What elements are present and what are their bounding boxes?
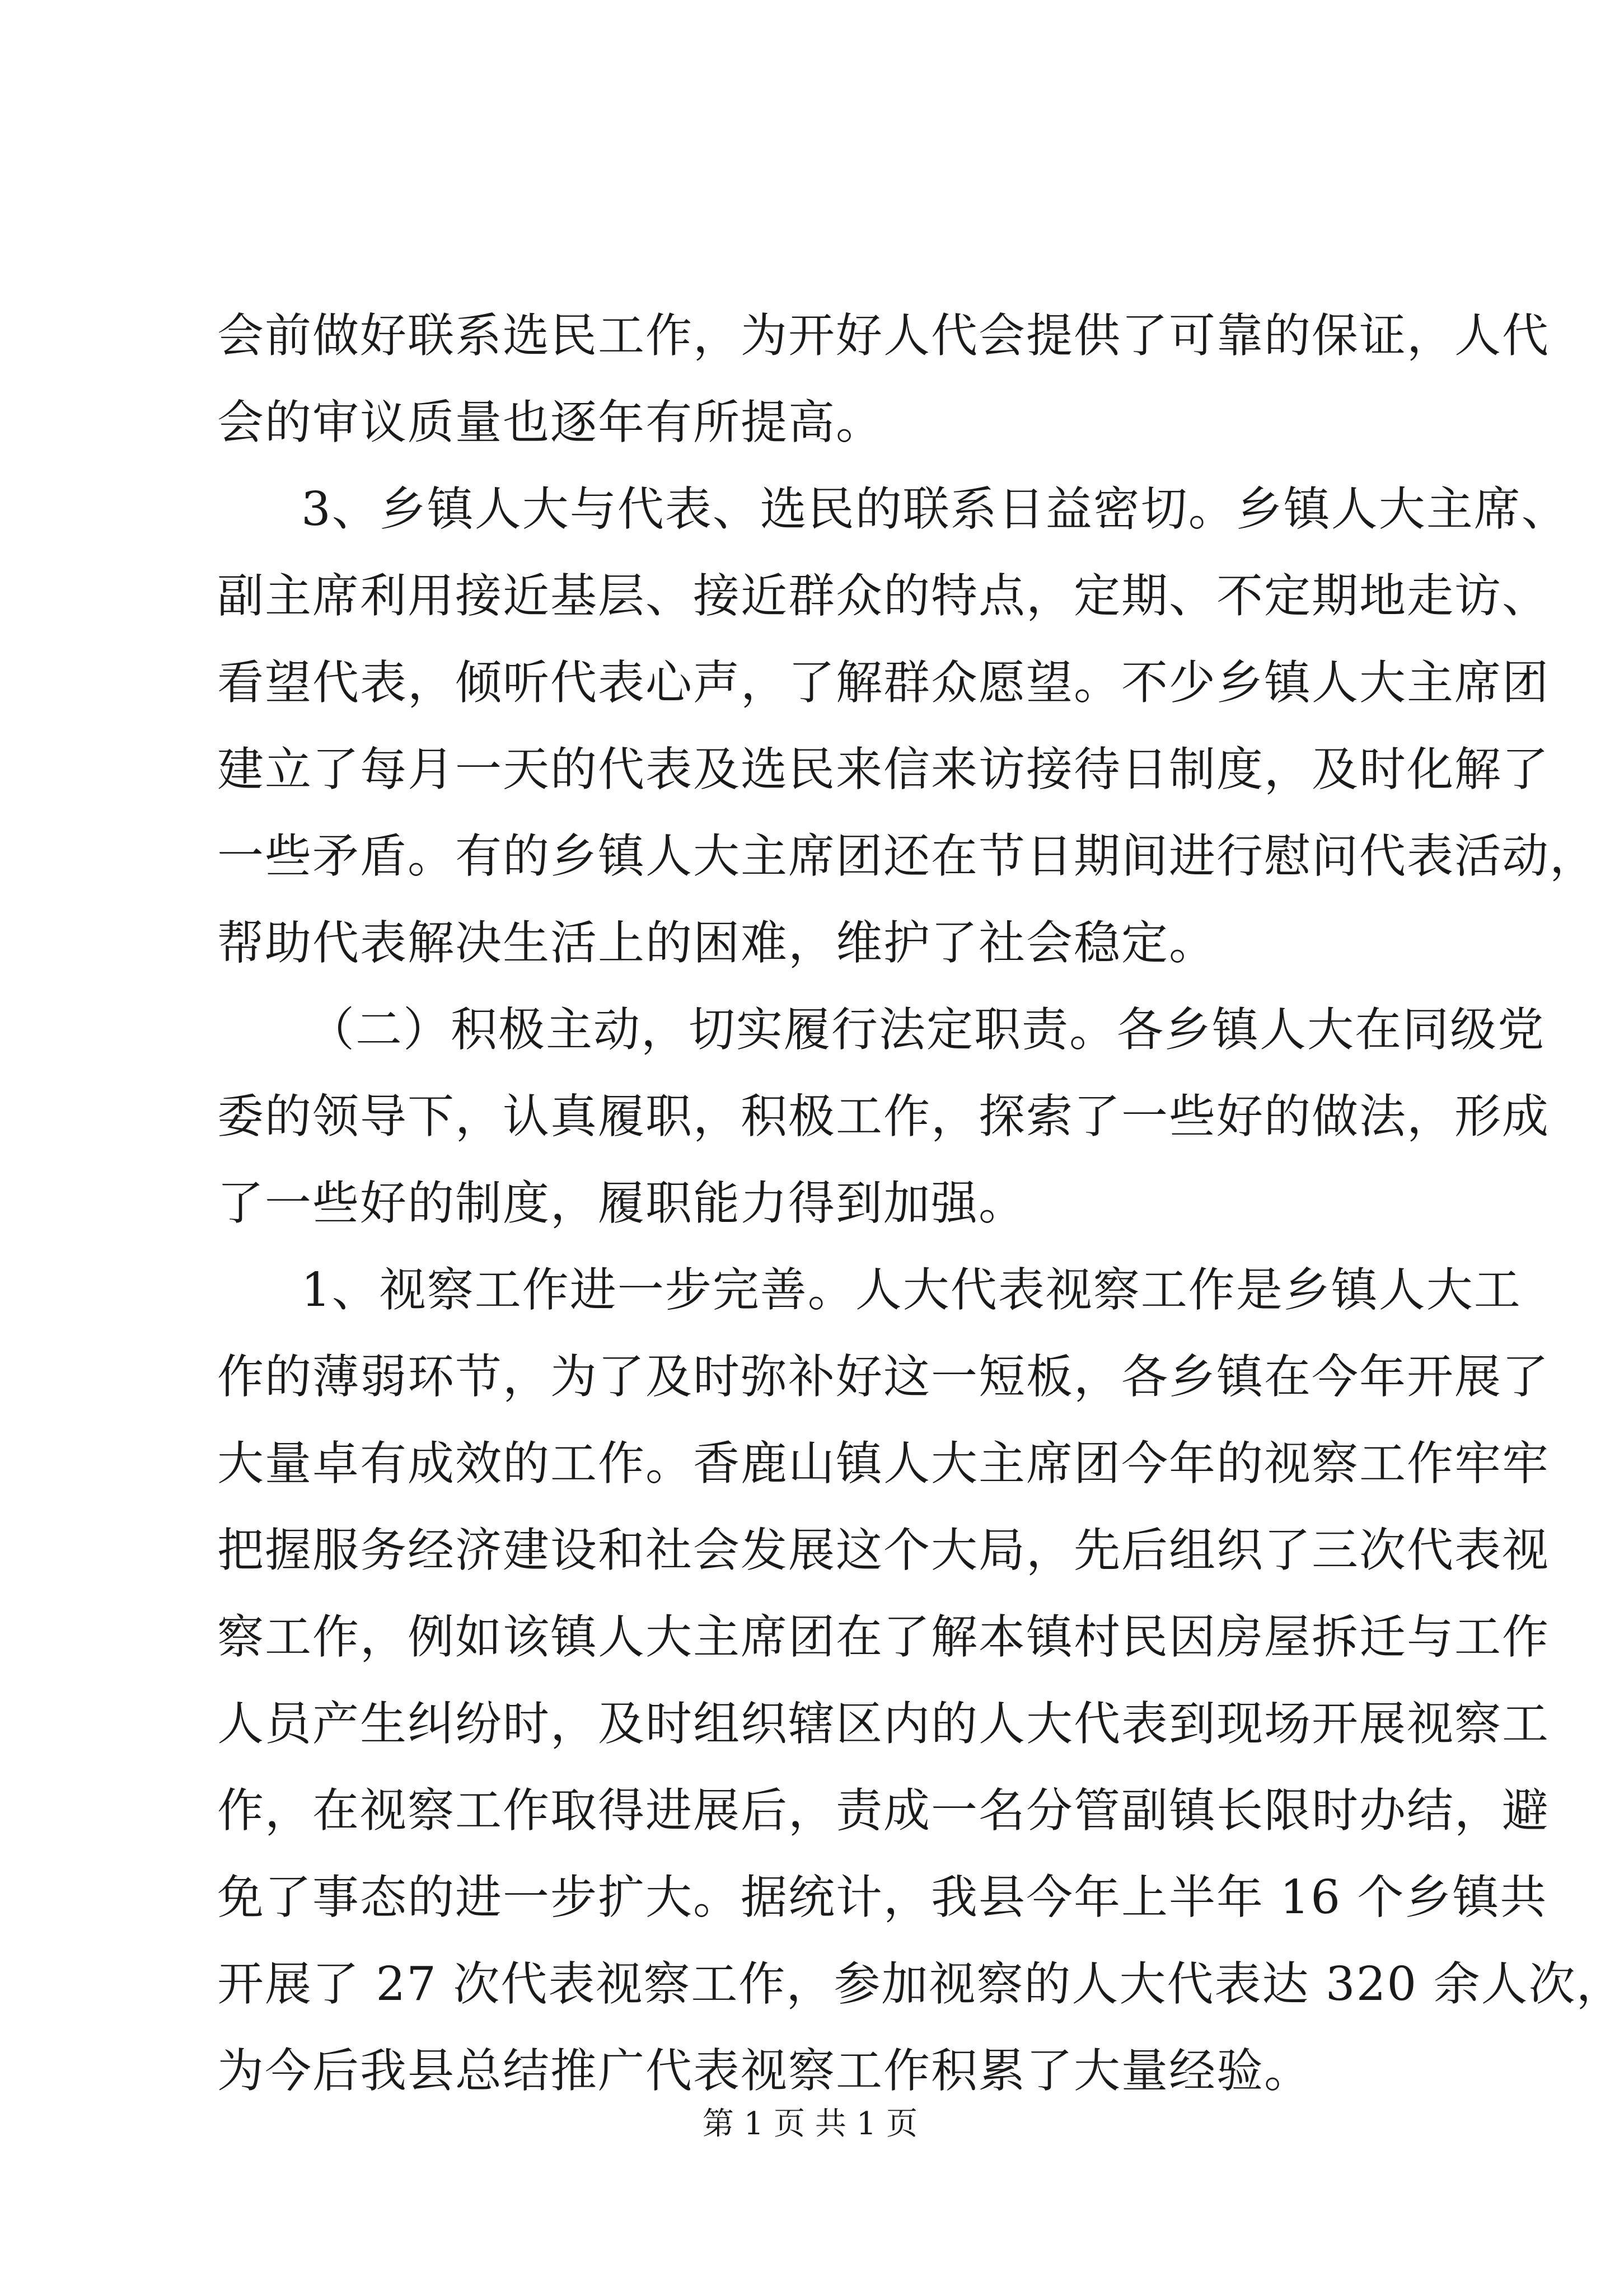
text-line: 帮助代表解决生活上的困难，维护了社会稳定。: [217, 916, 1216, 970]
text-line: 把握服务经济建设和社会发展这个大局，先后组织了三次代表视: [217, 1523, 1550, 1577]
text-line: 免了事态的进一步扩大。据统计，我县今年上半年 16 个乡镇共: [217, 1870, 1548, 1924]
text-line: 看望代表，倾听代表心声，了解群众愿望。不少乡镇人大主席团: [217, 655, 1550, 710]
paragraph-start-line: （二）积极主动，切实履行法定职责。各乡镇人大在同级党: [308, 1002, 1545, 1057]
text-line: 建立了每月一天的代表及选民来信来访接待日制度，及时化解了: [217, 742, 1550, 797]
text-line: 一些矛盾。有的乡镇人大主席团还在节日期间进行慰问代表活动，: [217, 829, 1597, 883]
paragraph-start-line: 3、乡镇人大与代表、选民的联系日益密切。乡镇人大主席、: [301, 482, 1569, 536]
text-line: 开展了 27 次代表视察工作，参加视察的人大代表达 320 余人次，: [217, 1957, 1624, 2011]
page-number-footer: 第 1 页 共 1 页: [702, 2106, 918, 2142]
text-line: 察工作，例如该镇人大主席团在了解本镇村民因房屋拆迁与工作: [217, 1610, 1550, 1664]
text-line: 作，在视察工作取得进展后，责成一名分管副镇长限时办结，避: [217, 1783, 1550, 1838]
text-line: 为今后我县总结推广代表视察工作积累了大量经验。: [217, 2044, 1312, 2098]
text-line: 人员产生纠纷时，及时组织辖区内的人大代表到现场开展视察工: [217, 1697, 1550, 1751]
text-line: 委的领导下，认真履职，积极工作，探索了一些好的做法，形成: [217, 1089, 1550, 1144]
text-line: 大量卓有成效的工作。香鹿山镇人大主席团今年的视察工作牢牢: [217, 1436, 1550, 1491]
text-line: 了一些好的制度，履职能力得到加强。: [217, 1176, 1026, 1230]
text-line: 副主席利用接近基层、接近群众的特点，定期、不定期地走访、: [217, 569, 1550, 623]
text-line: 会前做好联系选民工作，为开好人代会提供了可靠的保证，人代: [217, 308, 1550, 363]
text-line: 作的薄弱环节，为了及时弥补好这一短板，各乡镇在今年开展了: [217, 1350, 1550, 1404]
text-line: 会的审议质量也逐年有所提高。: [217, 395, 883, 449]
paragraph-start-line: 1、视察工作进一步完善。人大代表视察工作是乡镇人大工: [301, 1263, 1522, 1317]
